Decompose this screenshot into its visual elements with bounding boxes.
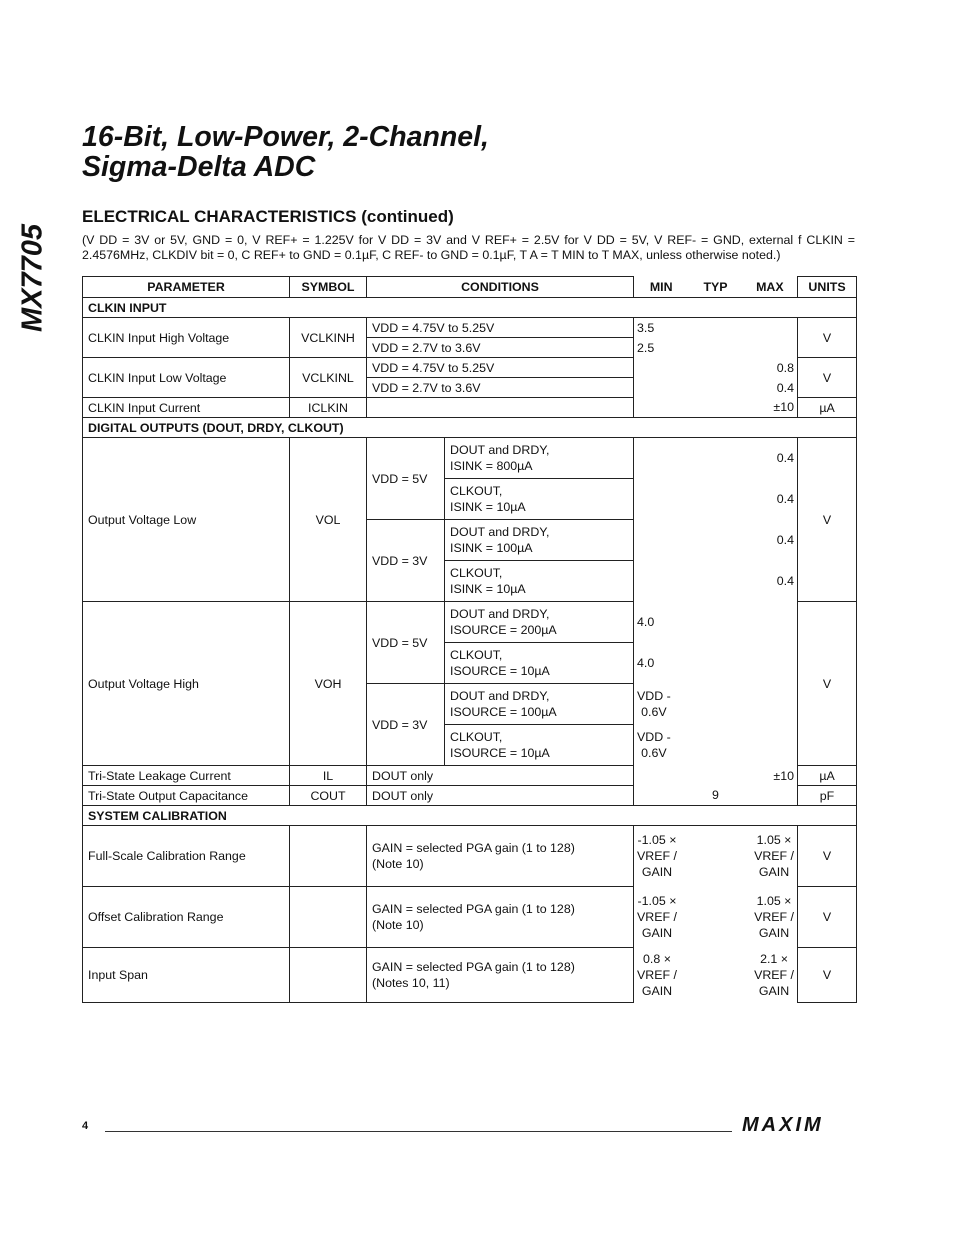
units-cell: µA (798, 766, 857, 786)
param-cell: Output Voltage High (83, 602, 290, 766)
condition-cell: DOUT and DRDY, ISINK = 800µA (445, 438, 634, 479)
table-row (83, 786, 857, 806)
supply-cell: VDD = 3V (367, 684, 445, 766)
condition-cell: VDD = 4.75V to 5.25V (367, 318, 634, 338)
units-cell: V (798, 826, 857, 887)
condition-cell: DOUT and DRDY, ISOURCE = 200µA (445, 602, 634, 643)
condition-cell: VDD = 2.7V to 3.6V (367, 338, 634, 358)
supply-cell: VDD = 5V (367, 602, 445, 684)
units-cell: V (798, 602, 857, 766)
min-cell: 2.5 (637, 340, 655, 355)
units-cell: V (798, 438, 857, 602)
param-cell: Input Span (83, 948, 290, 1003)
symbol-cell (290, 826, 367, 887)
min-cell: 4.0 (637, 656, 655, 670)
max-cell: 0.8 (776, 360, 794, 375)
symbol-cell: COUT (290, 786, 367, 806)
symbol-cell: ICLKIN (290, 398, 367, 418)
symbol-cell: VOL (290, 438, 367, 602)
electrical-characteristics-table (82, 276, 857, 1003)
condition-cell: CLKOUT, ISOURCE = 10µA (445, 725, 634, 766)
section-digital-outputs: DIGITAL OUTPUTS (DOUT, DRDY, CLKOUT) (83, 418, 857, 438)
min-cell: VDD - 0.6V (637, 689, 671, 719)
conditions-note: (V DD = 3V or 5V, GND = 0, V REF+ = 1.225V for V DD = 3V and V REF+ = 2.5V for V DD = 5V, V REF- = GND, external f CLKIN = 2.4576MHz, CLKDIV bit = 0, C REF+ to GND = 0.1µF, C REF- to GND = 0.1µF, T A = T MIN to T MAX, unless otherwise noted.) (82, 233, 855, 262)
symbol-cell (290, 948, 367, 1003)
param-cell: CLKIN Input High Voltage (83, 318, 290, 358)
table-row (83, 766, 857, 786)
table-row (83, 438, 857, 479)
param-cell: CLKIN Input Low Voltage (83, 358, 290, 398)
title-line-1: 16-Bit, Low-Power, 2-Channel, (82, 121, 489, 153)
min-cell: VDD - 0.6V (637, 730, 671, 760)
symbol-cell: VCLKINL (290, 358, 367, 398)
supply-cell: VDD = 3V (367, 520, 445, 602)
symbol-cell: VCLKINH (290, 318, 367, 358)
condition-cell: CLKOUT, ISINK = 10µA (445, 479, 634, 520)
units-cell: V (798, 318, 857, 358)
max-cell: 0.4 (776, 380, 794, 395)
min-cell: -1.05 × VREF / GAIN (637, 833, 677, 880)
max-cell: 2.1 × VREF / GAIN (754, 952, 794, 998)
maxim-logo: MAXIM (742, 1114, 824, 1136)
condition-cell: DOUT only (367, 786, 634, 806)
footer-rule (105, 1131, 732, 1132)
table-header-row (83, 277, 857, 298)
max-cell: ±10 (773, 768, 794, 783)
param-cell: CLKIN Input Current (83, 398, 290, 418)
symbol-cell: VOH (290, 602, 367, 766)
condition-cell: DOUT only (367, 766, 634, 786)
col-symbol: SYMBOL (290, 277, 367, 298)
section-title: ELECTRICAL CHARACTERISTICS (continued) (82, 207, 454, 226)
page-title (82, 122, 489, 182)
supply-cell: VDD = 5V (367, 438, 445, 520)
section-system-calibration: SYSTEM CALIBRATION (83, 806, 857, 826)
max-cell: 0.4 (776, 533, 794, 547)
table-row (83, 398, 857, 418)
max-cell: ±10 (773, 400, 794, 415)
side-part-label: MX7705 (16, 223, 49, 333)
condition-cell: GAIN = selected PGA gain (1 to 128) (Note 10) (367, 826, 634, 887)
max-cell: 1.05 × VREF / GAIN (754, 894, 794, 940)
title-line-2: Sigma-Delta ADC (82, 151, 316, 183)
table-row (83, 887, 857, 948)
table-row (83, 826, 857, 887)
col-units: UNITS (798, 277, 857, 298)
col-min-typ-max (634, 277, 798, 298)
units-cell: pF (798, 786, 857, 806)
col-min: MIN (649, 279, 673, 294)
param-cell: Offset Calibration Range (83, 887, 290, 948)
typ-cell: 9 (712, 788, 719, 803)
max-cell: 0.4 (776, 574, 794, 588)
condition-cell: GAIN = selected PGA gain (1 to 128) (Note 10) (367, 887, 634, 948)
col-conditions: CONDITIONS (367, 277, 634, 298)
units-cell: V (798, 887, 857, 948)
units-cell: V (798, 948, 857, 1003)
col-max: MAX (756, 279, 784, 294)
table-row (83, 948, 857, 1003)
condition-cell: CLKOUT, ISOURCE = 10µA (445, 643, 634, 684)
condition-cell: CLKOUT, ISINK = 10µA (445, 561, 634, 602)
min-cell: 3.5 (637, 320, 655, 335)
max-cell: 0.4 (776, 492, 794, 506)
param-cell: Output Voltage Low (83, 438, 290, 602)
table-row (83, 318, 857, 338)
condition-cell: VDD = 2.7V to 3.6V (367, 378, 634, 398)
condition-cell (367, 398, 634, 418)
min-cell: -1.05 × VREF / GAIN (637, 894, 677, 940)
min-cell: 0.8 × VREF / GAIN (637, 952, 677, 998)
col-typ: TYP (703, 279, 728, 294)
max-cell: 0.4 (776, 451, 794, 466)
units-cell: V (798, 358, 857, 398)
table-row (83, 602, 857, 643)
table-row (83, 358, 857, 378)
min-cell: 4.0 (637, 615, 655, 629)
units-cell: µA (798, 398, 857, 418)
max-cell: 1.05 × VREF / GAIN (754, 833, 794, 880)
param-cell: Tri-State Leakage Current (83, 766, 290, 786)
col-parameter: PARAMETER (83, 277, 290, 298)
section-clkin: CLKIN INPUT (83, 298, 857, 318)
symbol-cell (290, 887, 367, 948)
param-cell: Full-Scale Calibration Range (83, 826, 290, 887)
condition-cell: DOUT and DRDY, ISINK = 100µA (445, 520, 634, 561)
condition-cell: VDD = 4.75V to 5.25V (367, 358, 634, 378)
param-cell: Tri-State Output Capacitance (83, 786, 290, 806)
condition-cell: GAIN = selected PGA gain (1 to 128) (Notes 10, 11) (367, 948, 634, 1003)
page-number: 4 (82, 1120, 89, 1132)
symbol-cell: IL (290, 766, 367, 786)
condition-cell: DOUT and DRDY, ISOURCE = 100µA (445, 684, 634, 725)
